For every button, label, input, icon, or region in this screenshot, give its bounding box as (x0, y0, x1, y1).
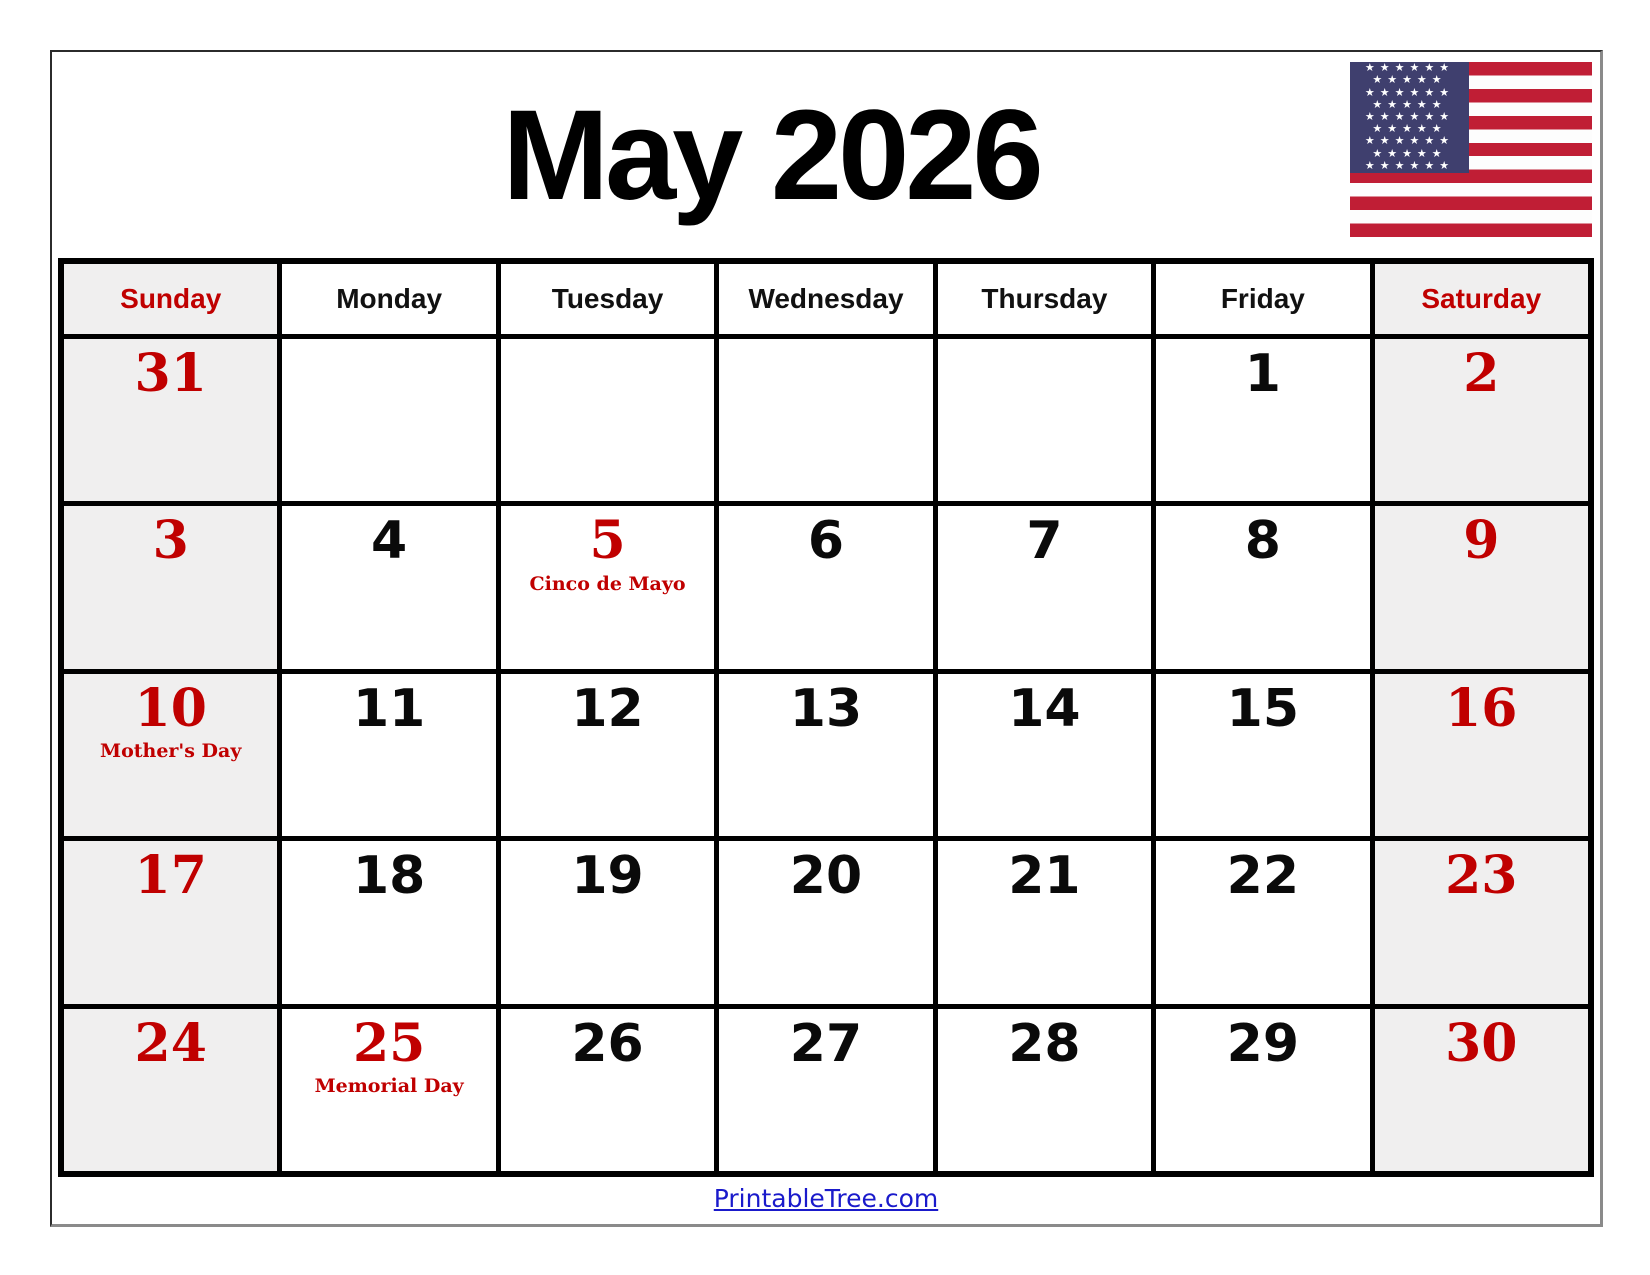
date-number: 19 (571, 846, 644, 907)
calendar-cell-23 (1375, 841, 1588, 1003)
calendar-cell-2 (1375, 339, 1588, 501)
calendar-cell-12 (501, 674, 714, 836)
weekday-header-sunday: Sunday (64, 264, 277, 334)
date-number: 13 (789, 678, 863, 739)
calendar-cell-empty (938, 339, 1151, 501)
date-number: 9 (1463, 510, 1500, 572)
footer-link[interactable]: PrintableTree.com (713, 1184, 939, 1213)
calendar-cell-10 (64, 674, 277, 836)
date-number: 27 (789, 1013, 863, 1074)
calendar-cell-5 (501, 506, 714, 668)
date-number: 30 (1445, 1012, 1518, 1074)
date-number: 29 (1226, 1013, 1300, 1074)
page-title: May 2026 (502, 84, 1040, 227)
us-flag-icon (1350, 62, 1592, 237)
calendar-cell-1 (1156, 339, 1369, 501)
calendar-cell-6 (719, 506, 932, 668)
date-number: 15 (1226, 678, 1300, 739)
date-number: 12 (571, 678, 644, 739)
calendar-cell-7 (938, 506, 1151, 668)
calendar-cell-14 (938, 674, 1151, 836)
weekday-header-wednesday: Wednesday (719, 264, 932, 334)
date-number: 2 (1463, 343, 1500, 404)
date-number: 7 (1026, 511, 1063, 572)
calendar-cell-27 (719, 1009, 932, 1171)
date-number: 28 (1008, 1013, 1081, 1074)
date-number: 8 (1244, 511, 1281, 572)
date-number: 31 (134, 343, 207, 404)
calendar-cell-15 (1156, 674, 1369, 836)
star-row: ★★★★★ (1372, 74, 1447, 87)
calendar-cell-25 (282, 1009, 495, 1171)
calendar-cell-13 (719, 674, 932, 836)
calendar-cell-empty (282, 339, 495, 501)
calendar-cell-30 (1375, 1009, 1588, 1171)
calendar-cell-3 (64, 506, 277, 668)
weekday-header-monday: Monday (282, 264, 495, 334)
star-row: ★★★★★ (1372, 147, 1447, 160)
calendar-cell-8 (1156, 506, 1369, 668)
star-row: ★★★★★ (1372, 98, 1447, 111)
calendar-cell-9 (1375, 506, 1588, 668)
date-number: 24 (134, 1012, 207, 1074)
star-row: ★★★★★★ (1364, 135, 1455, 148)
date-number: 4 (371, 511, 408, 572)
calendar-cell-4 (282, 506, 495, 668)
date-number: 3 (152, 510, 189, 572)
calendar-cell-26 (501, 1009, 714, 1171)
calendar-cell-16 (1375, 674, 1588, 836)
calendar-cell-empty (719, 339, 932, 501)
calendar-cell-29 (1156, 1009, 1369, 1171)
weekday-header-saturday: Saturday (1375, 264, 1588, 334)
calendar-cell-11 (282, 674, 495, 836)
date-number: 23 (1445, 845, 1518, 907)
date-number: 16 (1445, 677, 1518, 739)
date-number: 10 (134, 677, 207, 739)
date-number: 18 (352, 846, 426, 907)
date-number: 21 (1008, 846, 1081, 907)
star-row: ★★★★★★ (1364, 110, 1455, 123)
calendar-cell-empty (501, 339, 714, 501)
date-number: 22 (1226, 846, 1300, 907)
calendar-cell-28 (938, 1009, 1151, 1171)
weekday-header-friday: Friday (1156, 264, 1369, 334)
holiday-label: Cinco de Mayo (529, 572, 686, 595)
calendar-cell-31 (64, 339, 277, 501)
star-row: ★★★★★★ (1364, 86, 1455, 99)
footer (52, 1184, 1600, 1213)
holiday-label: Mother's Day (100, 740, 242, 763)
calendar-cell-24 (64, 1009, 277, 1171)
calendar-cell-18 (282, 841, 495, 1003)
weekday-header-thursday: Thursday (938, 264, 1151, 334)
star-row: ★★★★★★ (1364, 62, 1455, 75)
calendar-cell-22 (1156, 841, 1369, 1003)
date-number: 6 (807, 511, 845, 572)
date-number: 26 (571, 1013, 644, 1074)
date-number: 14 (1008, 678, 1081, 739)
star-row: ★★★★★ (1372, 123, 1447, 136)
date-number: 11 (352, 678, 426, 739)
calendar-cell-19 (501, 841, 714, 1003)
calendar-page (50, 50, 1603, 1227)
calendar-cell-17 (64, 841, 277, 1003)
star-row: ★★★★★★ (1364, 159, 1455, 172)
us-flag-canton (1350, 62, 1469, 173)
weekday-header-tuesday: Tuesday (501, 264, 714, 334)
holiday-label: Memorial Day (314, 1075, 464, 1098)
calendar-cell-20 (719, 841, 932, 1003)
date-number: 5 (589, 510, 626, 572)
calendar-cell-21 (938, 841, 1151, 1003)
calendar-grid (58, 258, 1594, 1177)
date-number: 25 (352, 1012, 426, 1074)
date-number: 17 (134, 845, 207, 907)
date-number: 1 (1244, 344, 1281, 404)
date-number: 20 (789, 846, 863, 907)
